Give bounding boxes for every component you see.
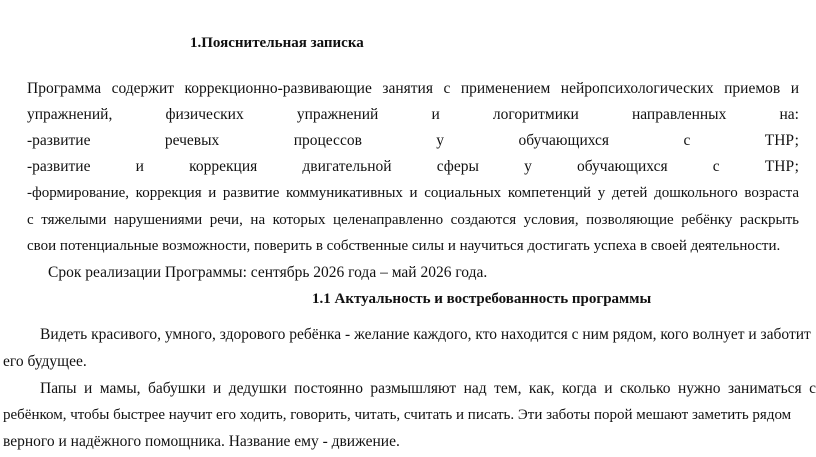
goal-line-conditions: с тяжелыми нарушениями речи, на которых целенаправленно создаются условия, позволяющие ребёнку раскрыть: [27, 212, 799, 228]
word: физических: [165, 106, 244, 123]
program-term: Срок реализации Программы: сентябрь 2026 года – май 2026 года.: [48, 264, 488, 281]
word: обучающихся: [576, 158, 668, 175]
word: ТНР;: [764, 158, 799, 175]
section-heading-explanatory-note: 1.Пояснительная записка: [190, 35, 364, 51]
word: сферы: [436, 158, 479, 175]
relevance-p2-line-1: Папы и мамы, бабушки и дедушки постоянно размышляют над тем, как, когда и сколько нужно заниматься с: [40, 380, 816, 397]
goal-line-potential: свои потенциальные возможности, поверить в собственные силы и научиться достигать успеха в своей деятельности.: [27, 238, 781, 254]
word: обучающихся: [518, 132, 610, 149]
word: -развитие: [27, 158, 91, 175]
goal-line-motor: [27, 157, 799, 177]
section-heading-relevance: 1.1 Актуальность и востребованность программы: [312, 291, 652, 307]
relevance-p1-line-2: его будущее.: [3, 353, 87, 370]
word: логоритмики: [492, 106, 579, 123]
word: коррекция: [189, 158, 258, 175]
word: и: [135, 158, 144, 175]
relevance-p2-line-2: ребёнком, чтобы быстрее научит его ходить, говорить, читать, считать и писать. Эти заботы порой мешают заметить рядом: [3, 407, 792, 423]
word: двигательной: [302, 158, 392, 175]
word: упражнений: [296, 106, 379, 123]
relevance-p2-line-3: верного и надёжного помощника. Название ему - движение.: [3, 433, 400, 450]
intro-line-1: Программа содержит коррекционно-развивающие занятия с применением нейропсихологических приемов и: [27, 80, 799, 97]
word: и: [431, 106, 440, 123]
word: у: [524, 158, 532, 175]
word: с: [683, 132, 691, 149]
word: упражнений,: [27, 106, 113, 123]
word: речевых: [164, 132, 220, 149]
word: с: [712, 158, 720, 175]
word: у: [436, 132, 445, 149]
word: ТНР;: [764, 132, 799, 149]
word: на:: [779, 106, 799, 123]
goal-line-competences: -формирование, коррекция и развитие коммуникативных и социальных компетенций у детей дошкольного возраста: [27, 185, 799, 201]
relevance-p1-line-1: Видеть красивого, умного, здорового ребёнка - желание каждого, кто находится с ним рядом, кого волнует и заботит: [40, 326, 811, 343]
goal-line-speech: [27, 131, 799, 151]
word: направленных: [631, 106, 727, 123]
word: -развитие: [27, 132, 91, 149]
word: процессов: [293, 132, 362, 149]
intro-line-2: [27, 105, 799, 125]
